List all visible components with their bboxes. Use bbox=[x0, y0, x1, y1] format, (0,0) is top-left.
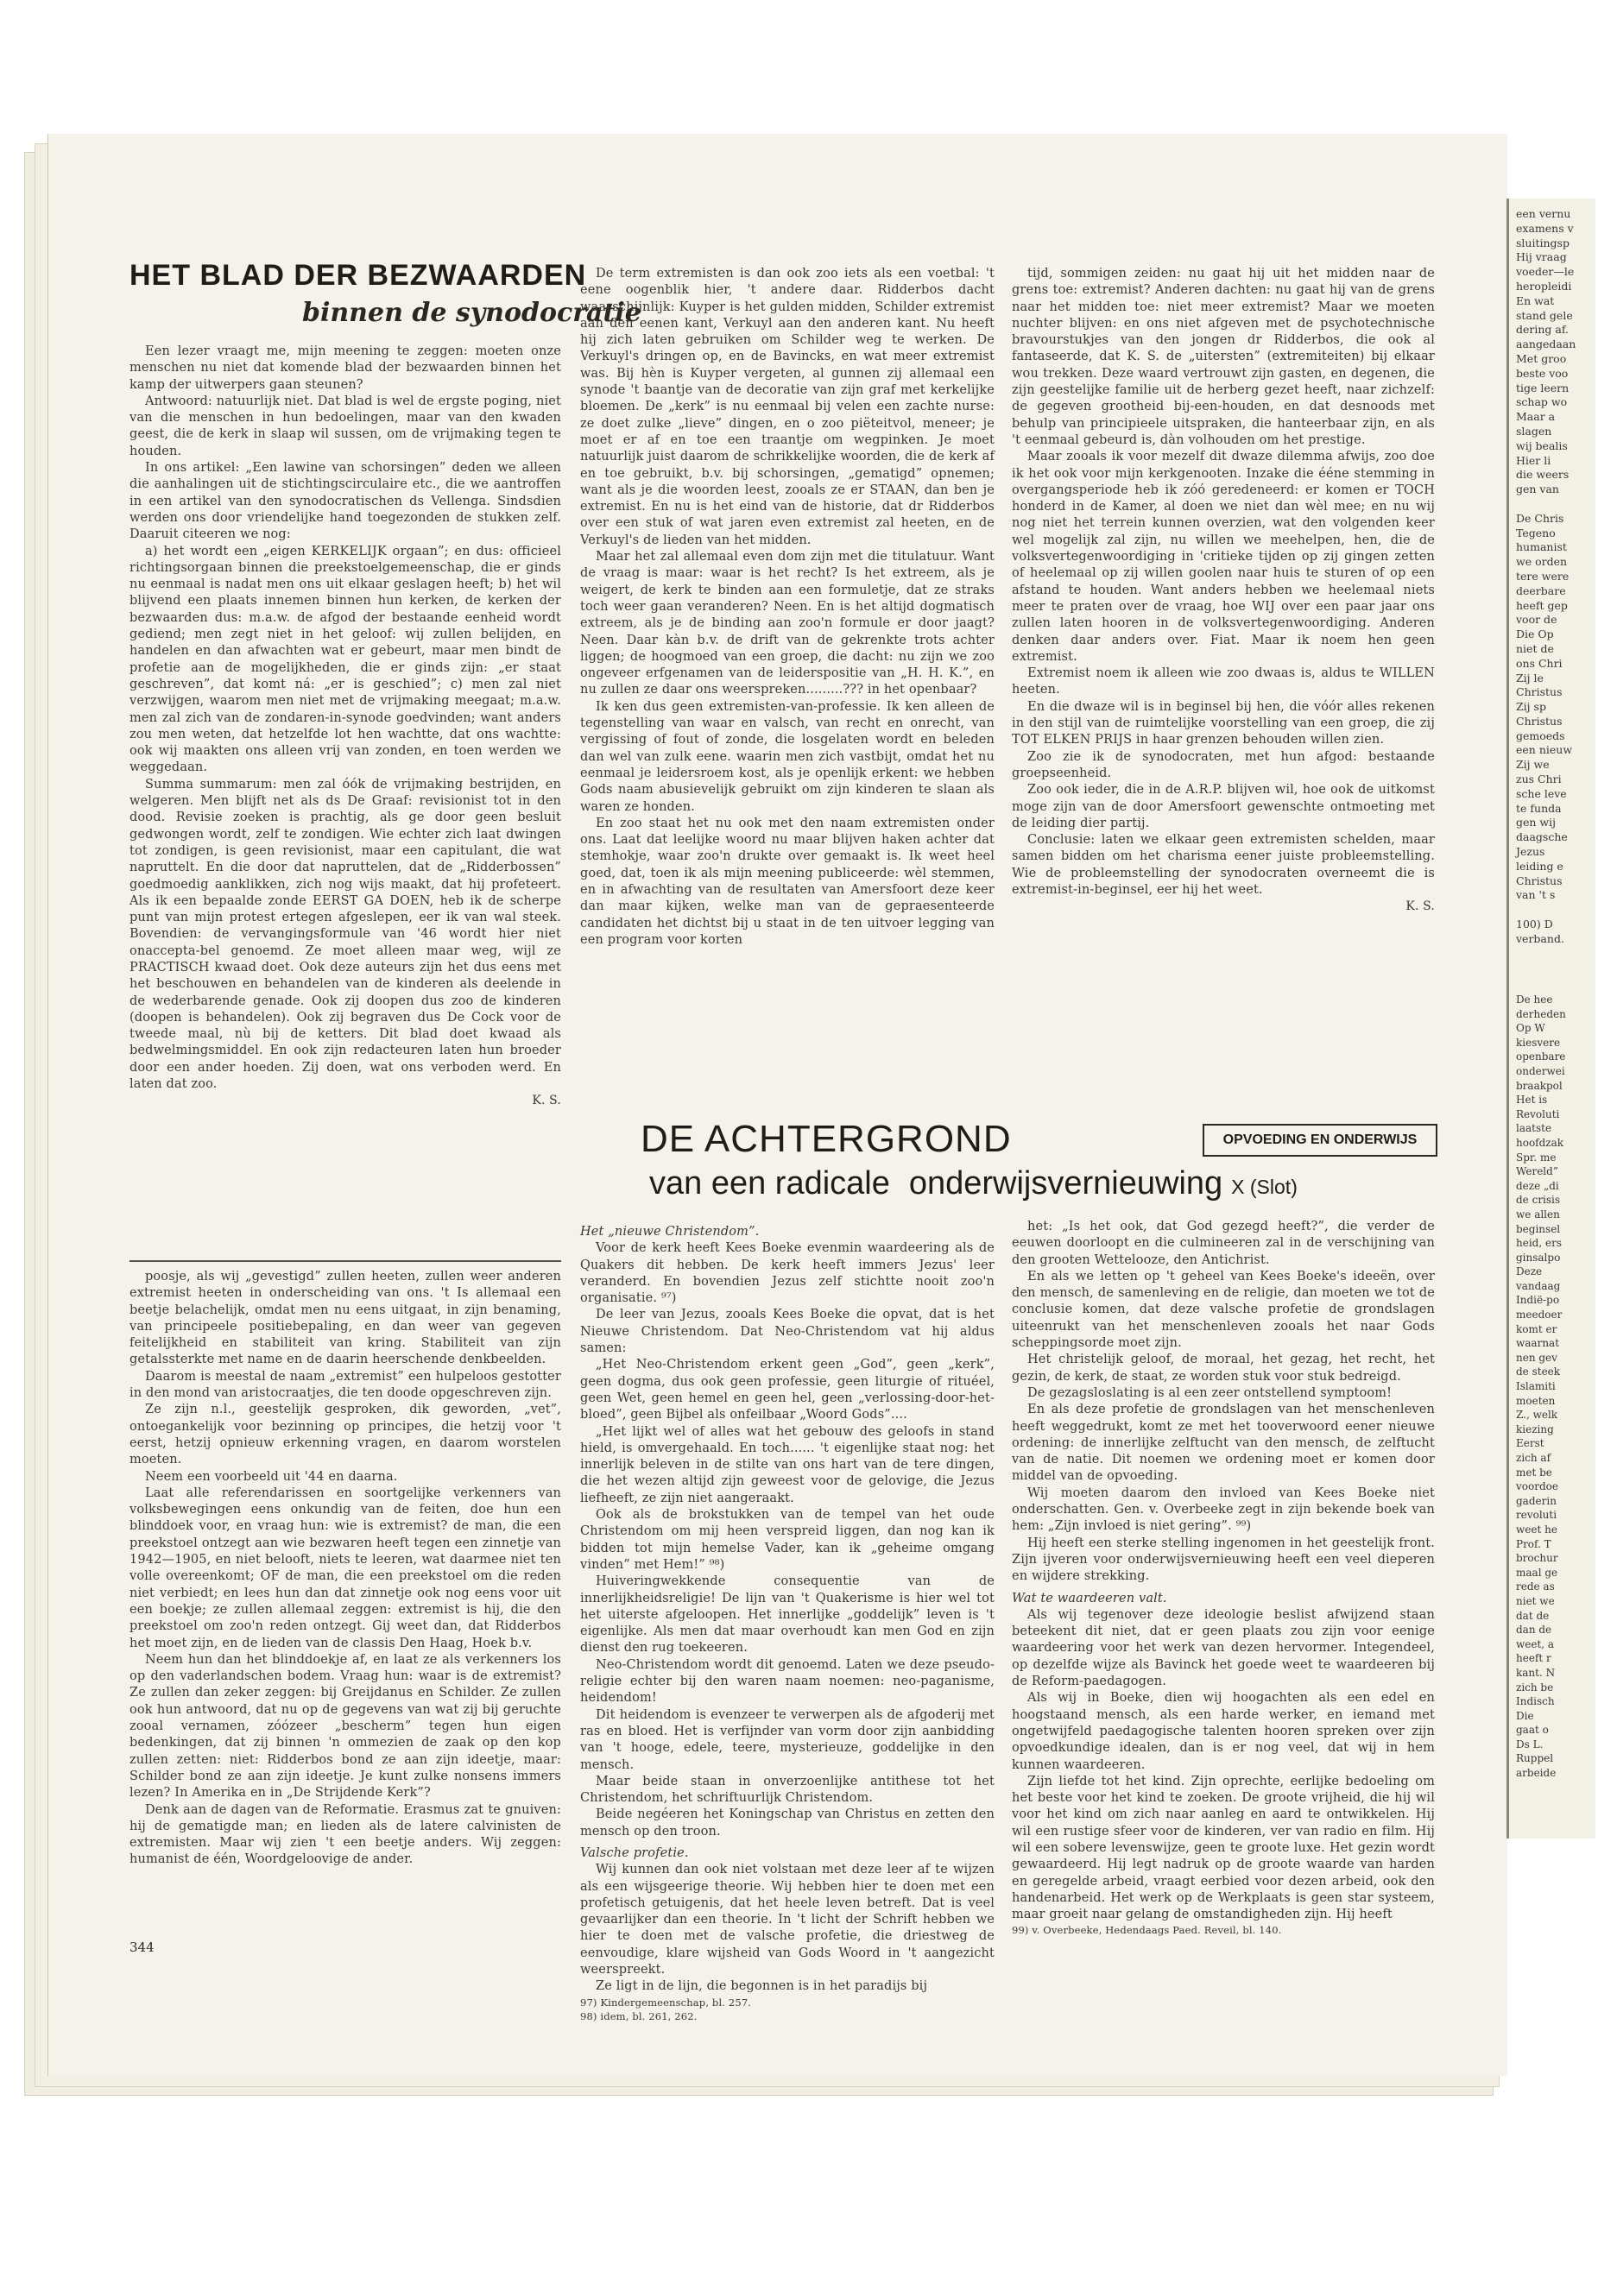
adjacent-page-line: daagsche bbox=[1516, 830, 1568, 844]
paragraph: Ze ligt in de lijn, die begonnen is in het paradijs bij bbox=[596, 1979, 928, 1994]
footnote: 99) v. Overbeeke, Hedendaags Paed. Reveil, bl. 140. bbox=[1012, 1924, 1282, 1937]
paragraph: Ook als de brokstukken van de tempel van het oude Christendom om mij heen verspreid liggen, dan nog kan ik bidden tot mijn hemelse Vader, kan ik „geheime omgang vinden” met Hem!” ⁹⁸) bbox=[580, 1508, 995, 1572]
adjacent-page-line: Jezus bbox=[1516, 845, 1545, 859]
adjacent-page-line: openbare bbox=[1516, 1050, 1566, 1063]
paragraph: Ze zijn n.l., geestelijk gesproken, dik geworden, „vet”, ontoegankelijk voor bezinning op principes, die hetzij voor 't eerst, hetzij opnieuw erkenning vragen, en daarom worstelen moeten. bbox=[129, 1403, 561, 1467]
column-3-top bbox=[1012, 266, 1435, 1047]
paragraph: Zijn liefde tot het kind. Zijn oprechte, eerlijke bedoeling om het beste voor het kind te zoeken. De groote vrijheid, die hij wil voor het kind om zich naar aanleg en aard te ontwikkelen. Hij wil een rustige sfeer voor de kinderen, ver van radio en film. Hij wil een sobere levenswijze, geen te groote luxe. Het gezin wordt gewaardeerd. Hij legt nadruk op de groote waarde van harden en geregelde arbeid, vraagt eerbied voor dezen arbeid, ook den handenarbeid. Het werk op de Werkplaats is geen star systeem, maar groeit naar gelang de omstandigheden zijn. Hij heeft bbox=[1012, 1774, 1435, 1922]
achtergrond-subtitle-b: onderwijsvernieuwing bbox=[908, 1165, 1223, 1202]
adjacent-page-line: een vernu bbox=[1516, 207, 1571, 220]
achtergrond-part-label: X (Slot) bbox=[1231, 1176, 1298, 1198]
paragraph: Laat alle referendarissen en soortgelijke verkenners van volksbewegingen eens onkundig van de feiten, doe hun een blinddoek voor, en vraag hun: wie is extremist? de man, die een preekstoel ontzegt aan wie bezwaren heeft tegen een zinnetje van 1942—1905, en niet belooft, niets te leeren, wat daarmee niet ten volle overeenkomt; OF de man, die een preekstoel om die reden niet verbiedt; en lees hun dan dat zinnetje ook nog eens voor uit een boekje; ze zullen allemaal zeggen: extremist is hij, die den preekstoel om zoo'n reden ontzegt. Gij weet dan, dat Ridderbos het moet zijn, en de lieden van de classis Den Haag, Hoek b.v. bbox=[129, 1485, 561, 1650]
adjacent-page-line: Indië-po bbox=[1516, 1294, 1560, 1307]
paragraph: En als deze profetie de grondslagen van het menschenleven heeft weggedrukt, komt ze met het tooverwoord eener nieuwe ordening: de innerlijke zelftucht van den mensch, de zelftucht van de natie. Dit noemen we ordening moet er komen door middel van de opvoeding. bbox=[1012, 1403, 1435, 1484]
adjacent-page-line: niet we bbox=[1516, 1594, 1555, 1607]
adjacent-page-line: humanist bbox=[1516, 540, 1567, 554]
adjacent-page-line: stand gele bbox=[1516, 308, 1573, 322]
paragraph: Zoo zie ik de synodocraten, met hun afgod: bestaande groepseenheid. bbox=[1012, 749, 1435, 780]
adjacent-page-line: schap wo bbox=[1516, 395, 1568, 409]
adjacent-page-line: waarnat bbox=[1516, 1337, 1560, 1350]
adjacent-page-line: Tegeno bbox=[1516, 526, 1556, 539]
adjacent-page-edge bbox=[1506, 199, 1595, 1839]
adjacent-page-line: De hee bbox=[1516, 993, 1553, 1006]
paragraph: poosje, als wij „gevestigd” zullen heeten, zullen weer anderen extremist heeten in onderscheiding van ons. 't Is allemaal een beetje belachelijk, omdat men nu eens uitgaat, in zijn benaming, van principeele positiebepaling, en dan weer van gegeven feitelijkheid en stabiliteit van kring. Stabiliteit van zijn getalssterkte met name en de daarin heerschende denkbeelden. bbox=[129, 1270, 561, 1367]
adjacent-page-line: heropleidi bbox=[1516, 279, 1572, 293]
paragraph: Voor de kerk heeft Kees Boeke evenmin waardeering als de Quakers dit hebben. De kerk heeft immers Jezus' leer veranderd. En bovendien Jezus zelf stichtte nooit zoo'n organisatie. ⁹⁷) bbox=[580, 1241, 995, 1306]
adjacent-page-line: die weers bbox=[1516, 468, 1570, 482]
column-1-bottom bbox=[129, 1269, 561, 1932]
adjacent-page-line: zich be bbox=[1516, 1681, 1554, 1694]
adjacent-page-line: heeft gep bbox=[1516, 598, 1568, 612]
adjacent-page-line: weet, a bbox=[1516, 1637, 1555, 1650]
adjacent-page-line: Ruppel bbox=[1516, 1752, 1554, 1765]
adjacent-page-line: we allen bbox=[1516, 1208, 1560, 1221]
adjacent-page-line: weet he bbox=[1516, 1523, 1557, 1536]
adjacent-page-line: examens v bbox=[1516, 221, 1574, 235]
paragraph: „Het Neo-Christendom erkent geen „God”, geen „kerk”, geen dogma, dus ook geen professie, geen liturgie of rituéel, geen Wet, geen hemel en geen hel, geen „verlossing-door-het-bloed”, geen Bijbel als onfeilbaar „Woord Gods”.... bbox=[580, 1358, 995, 1422]
adjacent-page-line: meedoer bbox=[1516, 1309, 1563, 1321]
adjacent-page-line: onderwei bbox=[1516, 1064, 1565, 1077]
adjacent-page-line: Christus bbox=[1516, 685, 1563, 699]
adjacent-page-line: derheden bbox=[1516, 1007, 1566, 1020]
adjacent-page-line: En wat bbox=[1516, 293, 1555, 307]
paragraph: Als wij in Boeke, dien wij hoogachten als een edel en hoogstaand mensch, als een harde werker, en iemand met ongetwijfeld paedagogische talenten hooren spreken over zijn opvoedkundige idealen, dan is er nog veel, dat wij in hem kunnen waardeeren. bbox=[1012, 1691, 1435, 1772]
adjacent-page-line: Zij we bbox=[1516, 758, 1550, 772]
paragraph: „Het lijkt wel of alles wat het gebouw des geloofs in stand hield, is omvergehaald. En toch...... 't eigenlijke staat nog: het innerlijk beleven in de stilte van ons hart van de tere dingen, die het wezen altijd zijn geweest voor de gelovige, die Jezus liefheeft, ze zijn niet aangeraakt. bbox=[580, 1424, 995, 1505]
adjacent-page-line: we orden bbox=[1516, 555, 1568, 569]
article-subtitle: binnen de synodocratie bbox=[302, 298, 641, 328]
adjacent-page-line: braakpol bbox=[1516, 1079, 1563, 1092]
adjacent-page-line: sluitingsp bbox=[1516, 236, 1570, 249]
adjacent-page-line: brochur bbox=[1516, 1552, 1558, 1565]
paragraph: Denk aan de dagen van de Reformatie. Erasmus zat te gnuiven: hij de gematigde man; en lieden als de latere calvinisten de extremisten. Maar wij zien 't een beetje anders. Wij zeggen: humanist de één, Woordgeloovige de ander. bbox=[129, 1802, 561, 1867]
adjacent-page-line: aangedaan bbox=[1516, 337, 1576, 351]
adjacent-page-line: voordoe bbox=[1516, 1480, 1558, 1493]
adjacent-page-line: Spr. me bbox=[1516, 1151, 1557, 1164]
adjacent-page-line: Die bbox=[1516, 1709, 1534, 1722]
adjacent-page-line: wij bealis bbox=[1516, 438, 1568, 452]
adjacent-page-line: revoluti bbox=[1516, 1509, 1557, 1522]
adjacent-page-line: tige leern bbox=[1516, 381, 1570, 394]
paragraph: Extremist noem ik alleen wie zoo dwaas is, aldus te WILLEN heeten. bbox=[1012, 666, 1435, 697]
adjacent-page-line: Maar a bbox=[1516, 410, 1556, 424]
adjacent-page-line: te funda bbox=[1516, 801, 1562, 815]
column-divider-rule bbox=[129, 1260, 561, 1262]
adjacent-page-line: deerbare bbox=[1516, 583, 1566, 597]
adjacent-page-line: gemoeds bbox=[1516, 729, 1565, 742]
paragraph: Wij moeten daarom den invloed van Kees Boeke niet onderschatten. Gen. v. Overbeeke zegt in zijn bekende boek van hem: „Zijn invloed is niet gering”. ⁹⁹) bbox=[1012, 1485, 1435, 1534]
adjacent-page-line: dering af. bbox=[1516, 323, 1570, 337]
paragraph: Summa summarum: men zal óók de vrijmaking bestrijden, en welgeren. Men blijft net als ds De Graaf: revisionist tot in den dood. Revisie zoeken is prachtig, als ge door geen besluit gedwongen wordt, zelf te zondigen. Wie echter zich laat dwingen tot zondigen, is geen revisionist, maar een capitulant, die wat napruttelt. En die door dat napruttelen, dat de „Ridderbossen” goedmoedig aanklikken, zich nog wijs maakt, dat hij profeteert. Als ik een bepaalde zonde EERST GA DOEN, heb ik de scherpe punt van mijn protest ertegen afgeslepen, eer ik van wal steek. Bovendien: de vervangingsformule van '46 wordt hier niet onaccepta-bel genoemd. Ze moet alleen maar weg, wijl ze PRACTISCH kwaad doet. Ook deze auteurs zijn het dus eens met het beschouwen en behandelen van de kinderen als deelende in de wederbarende genade. Ook zij doopen dus zoo de kinderen (doopen is behandelen). Ook zij begraven dus De Cock voor de tweede maal, nù bij de ketters. Dit blad doet kwaad als bedwelmingsmiddel. En ook zijn redacteuren laten hun broeder door een ander hoeden. Zij doen, wat ons verboden werd. En laten dat zoo. bbox=[129, 777, 561, 1092]
adjacent-page-line: komt er bbox=[1516, 1322, 1557, 1335]
adjacent-page-line: zus Chri bbox=[1516, 773, 1562, 786]
adjacent-page-line: gen van bbox=[1516, 483, 1559, 496]
adjacent-page-line: gaat o bbox=[1516, 1724, 1549, 1737]
paragraph: Beide negéeren het Koningschap van Christus en zetten den mensch op den troon. bbox=[580, 1807, 995, 1839]
achtergrond-subtitle-a: van een radicale bbox=[649, 1165, 890, 1202]
adjacent-page-line: Ds L. bbox=[1516, 1738, 1544, 1750]
paragraph: tijd, sommigen zeiden: nu gaat hij uit het midden naar de grens toe: extremist? Anderen dachten: nu gaat hij van de grens naar het midden toe: niet meer extremist? Maar we moeten nuchter blijven: en ons niet afgeven met de psychotechnische bravourstukjes van den jongen dr Ridderbos, die ook al fantaseerde, dat K. S. de „uitersten” (extremiteiten) bij elkaar wou trekken. Deze waard vertrouwt zijn gasten, en degenen, die zijn geestelijke familie uit de herberg gezet heeft, naar zichzelf: de gegeven grootheid bij-een-houden, en dat desnoods met behulp van principieele uitspraken, die hanteerbaar zijn, en als 't eenmaal gebeurd is, dàn volhouden om het prestige. bbox=[1012, 267, 1435, 447]
page-number: 344 bbox=[129, 1940, 155, 1955]
adjacent-page-line: heeft r bbox=[1516, 1652, 1551, 1665]
paragraph: Dit heidendom is evenzeer te verwerpen als de afgoderij met ras en bloed. Het is verfijnder van vorm door zijn aanbidding van 't hooge, edele, teere, mysterieuze, goddelijke in den mensch. bbox=[580, 1707, 995, 1772]
adjacent-page-line: gaderin bbox=[1516, 1494, 1557, 1507]
achtergrond-title: DE ACHTERGROND bbox=[641, 1118, 1012, 1160]
paragraph: En als we letten op 't geheel van Kees Boeke's ideeën, over den mensch, de samenleving en de religie, dan moeten we tot de conclusie komen, dat deze valsche profetie de grondslagen uiteenrukt van het menschenleven zooals het naar Gods scheppingsorde moet zijn. bbox=[1012, 1269, 1435, 1351]
paragraph: De term extremisten is dan ook zoo iets als een voetbal: 't eene oogenblik hier, 't andere daar. Ridderbos dacht waarschijnlijk: Kuyper is het gulden midden, Schilder extremist aan den eenen kant, Verkuyl aan den anderen kant. Nu heeft hij zich laten gebruiken om Schilder weg te werken. De Verkuyl's dringen op, en de Bavincks, en wat meer extremist was. Bij hèn is Kuyper vergeten, al gunnen zij allemaal een synode 't baantje van de decoratie van zijn graf met kerkelijke bloemen. De „kerk” is nu eenmaal bij velen een zachte nurse: ze doet zulke „lieve” dingen, en o zoo piëteitvol, meneer; je moet er af en toe een traantje om wegpinken. Je moet natuurlijk juist daarom de schrikkelijke woorden, die de kerk af en toe gebruikt, b.v. bij schorsingen, „gematigd” opnemen; want als je die woorden leest, zooals ze er STAAN, dan ben je extremist. En nu is het eind van de historie, dat dr Ridderbos over een stuk of wat jaren even extremist zal heeten, en de Verkuyl's de lieden van het midden. bbox=[580, 267, 995, 547]
paragraph: Wij kunnen dan ook niet volstaan met deze leer af te wijzen als een wijsgeerige theorie. Wij hebben hier te doen met een profetisch getuigenis, dat het heele leven betreft. Dat is veel gevaarlijker dan een theorie. In 't licht der Schrift hebben we hier te doen met de valsche profetie, die driestweg de eenvoudige, klare wijsheid van Gods Woord in 't aangezicht weerspreekt. bbox=[580, 1863, 995, 1977]
adjacent-page-line: Die Op bbox=[1516, 628, 1554, 641]
section-heading: Het „nieuwe Christendom”. bbox=[580, 1225, 760, 1239]
paragraph: Neem hun dan het blinddoekje af, en laat ze als verkenners los op den vaderlandschen bodem. Vraag hun: waar is de extremist? Ze zullen dan zeker zeggen: bij Greijdanus en Schilder. Ze zullen ook hun antwoord, dat nu op de gegevens van wat zij bij geruchte zooal vernamen, zóózeer „bescherm” tegen hun eigen bedenkingen, dat zij binnen 'n ommezien de zaak op den kop zullen zetten: niet: Ridderbos bond ze aan zijn ideetje, maar: Schilder bond ze aan zijn ideetje. Je kunt zulke nonsens immers lezen? In Amerika en in „De Strijdende Kerk”? bbox=[129, 1652, 561, 1801]
paragraph: Hij heeft een sterke stelling ingenomen in het geestelijk front. Zijn ijveren voor onderwijsvernieuwing heeft een veel dieperen en wijdere strekking. bbox=[1012, 1536, 1435, 1584]
adjacent-page-line: 100) D bbox=[1516, 918, 1553, 931]
section-label-box: OPVOEDING EN ONDERWIJS bbox=[1203, 1124, 1437, 1157]
adjacent-page-line: Deze bbox=[1516, 1265, 1543, 1278]
achtergrond-subtitle bbox=[649, 1165, 1298, 1202]
adjacent-page-line: maal ge bbox=[1516, 1566, 1558, 1579]
section-heading: Wat te waardeeren valt. bbox=[1012, 1591, 1167, 1605]
paragraph: Maar beide staan in onverzoenlijke antithese tot het Christendom, het schriftuurlijk Christendom. bbox=[580, 1774, 995, 1806]
paragraph: Als wij tegenover deze ideologie beslist afwijzend staan beteekent dit niet, dat er geen plaats zou zijn voor eenige waardeering voor het werk van dezen hervormer. Integendeel, op dezelfde wijze als Bavinck het goede weet te waardeeren bij de Reform-paedagogen. bbox=[1012, 1607, 1435, 1689]
adjacent-page-line: gen wij bbox=[1516, 816, 1556, 829]
column-1-top bbox=[129, 344, 561, 1254]
adjacent-page-line: rede as bbox=[1516, 1580, 1555, 1593]
adjacent-page-line: Op W bbox=[1516, 1022, 1545, 1035]
adjacent-page-line: heid, ers bbox=[1516, 1237, 1562, 1250]
footnote: 98) idem, bl. 261, 262. bbox=[580, 2009, 698, 2022]
author-signature: K. S. bbox=[1405, 899, 1435, 914]
paragraph: De leer van Jezus, zooals Kees Boeke die opvat, dat is het Nieuwe Christendom. Dat Neo-Christendom vat hij aldus samen: bbox=[580, 1308, 995, 1356]
adjacent-page-line: Met groo bbox=[1516, 351, 1567, 365]
paragraph: Ik ken dus geen extremisten-van-professie. Ik ken alleen de tegenstelling van waar en valsch, van recht en onrecht, van vergissing of fout of zonde, die losgelaten wordt en beleden dan wel van zulk eene. waarin men zich vastbijt, omdat het nu eenmaal je leidersroem kost, als je openlijk erkent: we hebben Gods naam abusievelijk gebruikt om zijn kinderen te slaan als waren ze honden. bbox=[580, 699, 995, 814]
paragraph: In ons artikel: „Een lawine van schorsingen” deden we alleen die aanhalingen uit de stichtingscirculaire etc., die we aantroffen in een artikel van den synodocratischen ds Vellenga. Sindsdien werden ons door vriendelijke hand toegezonden de stukken zelf. Daaruit citeeren we nog: bbox=[129, 461, 561, 542]
paragraph: Daarom is meestal de naam „extremist” een hulpeloos gestotter in den mond van aristocraatjes, die ten doode opgeschreven zijn. bbox=[129, 1369, 561, 1401]
adjacent-page-line: niet de bbox=[1516, 641, 1554, 655]
adjacent-page-line: Hier li bbox=[1516, 453, 1551, 467]
adjacent-page-line: beginsel bbox=[1516, 1222, 1561, 1235]
adjacent-page-column bbox=[1516, 993, 1598, 1781]
adjacent-page-line: dat de bbox=[1516, 1609, 1550, 1622]
paragraph: het: „Is het ook, dat God gezegd heeft?”, die verder de eeuwen doorloopt en die culmineeren zal in de verschijning van den grooten Wetteloozе, den Antichrist. bbox=[1012, 1220, 1435, 1267]
adjacent-page-line: vandaag bbox=[1516, 1279, 1561, 1292]
adjacent-page-line: een nieuw bbox=[1516, 743, 1573, 757]
paragraph: Antwoord: natuurlijk niet. Dat blad is wel de ergste poging, niet van die menschen in hun bedoelingen, maar van den kwaden geest, die de kerk in slaap wil sussen, om de vrijmaking tegen te houden. bbox=[129, 394, 561, 458]
section-heading: Valsche profetie. bbox=[580, 1845, 689, 1860]
adjacent-page-line: Zij le bbox=[1516, 671, 1544, 684]
adjacent-page-line: Het is bbox=[1516, 1094, 1548, 1107]
paragraph: Neo-Christendom wordt dit genoemd. Laten we deze pseudo-religie echter bij den waren naam noemen: neo-paganisme, heidendom! bbox=[580, 1657, 995, 1706]
adjacent-page-line: laatste bbox=[1516, 1122, 1552, 1135]
footnote: 97) Kindergemeenschap, bl. 257. bbox=[580, 1996, 752, 2009]
author-signature: K. S. bbox=[532, 1094, 561, 1108]
column-2-top bbox=[580, 266, 995, 1125]
adjacent-page-line: ons Chri bbox=[1516, 656, 1563, 670]
adjacent-page-line: de steek bbox=[1516, 1366, 1561, 1378]
paragraph: Een lezer vraagt me, mijn meening te zeggen: moeten onze menschen nu niet dat komende blad der bezwaarden binnen het kamp der uitwerpers gaan steunen? bbox=[129, 344, 561, 392]
adjacent-page-column bbox=[1516, 207, 1598, 947]
adjacent-page-line: hoofdzak bbox=[1516, 1136, 1564, 1149]
adjacent-page-line: tere were bbox=[1516, 569, 1570, 583]
adjacent-page-line: moeten bbox=[1516, 1394, 1556, 1407]
adjacent-page-line: Christus bbox=[1516, 714, 1563, 728]
adjacent-page-line: met be bbox=[1516, 1466, 1552, 1479]
article-title: HET BLAD DER BEZWAARDEN bbox=[129, 259, 587, 292]
adjacent-page-line: dan de bbox=[1516, 1624, 1552, 1637]
adjacent-page-line: kiezing bbox=[1516, 1422, 1554, 1435]
paragraph: Neem een voorbeeld uit '44 en daarna. bbox=[145, 1469, 398, 1484]
adjacent-page-line: arbeide bbox=[1516, 1767, 1557, 1780]
paragraph: a) het wordt een „eigen KERKELIJK orgaan”; en dus: officieel richtingsorgaan binnen die preekstoelgemeenschap, die er ginds nu eenmaal is nadat men ons uit elkaar geslagen heeft; b) het wil blijvend een plaats innemen binnen hun kerken, de kerken der bezwaarden dus: m.a.w. de afgod der bestaande eenheid wordt gediend; men zegt niet in het geloof: wij zullen belijden, en handelen en dan afwachten wat er gebeurt, maar men bindt de profetie aan de mogelijkheden, die er ginds zijn: „er staat geschreven”, dat komt ná: „er is geschied”; c) men zal niet verzwijgen, waarom men niet met de vrijmaking meegaat; m.a.w. men zal zich van de zondaren-in-synode goedvinden; want anders zou men weten, dat hetzelfde lot hen wachtte, dat ons wachtte: ook wij maakten ons alleen vrij van zonden, en toen werden we weggedaan. bbox=[129, 544, 561, 775]
adjacent-page-line: Z., welk bbox=[1516, 1409, 1558, 1422]
adjacent-page-line: nen gev bbox=[1516, 1351, 1557, 1364]
adjacent-page-line: kiesvere bbox=[1516, 1036, 1561, 1049]
adjacent-page-line: voor de bbox=[1516, 613, 1557, 627]
adjacent-page-line: de crisis bbox=[1516, 1194, 1561, 1207]
adjacent-page-line: kant. N bbox=[1516, 1666, 1556, 1679]
adjacent-page-line: zich af bbox=[1516, 1452, 1551, 1464]
paragraph: En die dwaze wil is in beginsel bij hen, die vóór alles rekenen in den stijl van de ruimtelijke voorstelling van een groep, die zij TOT ELKEN PRIJS in haar grenzen behouden willen zien. bbox=[1012, 699, 1435, 747]
adjacent-page-line bbox=[1516, 497, 1598, 512]
adjacent-page-line: Prof. T bbox=[1516, 1537, 1551, 1550]
paragraph: Maar zooals ik voor mezelf dit dwaze dilemma afwijs, zoo doe ik het ook voor mijn kerkgenooten. Inzake die ééne stemming in overgangsperiode heb ik zóó geredeneerd: er komen er TOCH honderd in de Kamer, al doen we niet dan wèl mee; en nu wij nog niet het terrein kunnen overzien, wat den volgenden keer wel mogelijk zal zijn, nu willen we meehelpen, hen, die de volksvertegenwoordiging in 'critieke tijden op zij gingen zetten of heelemaal op zij willen goolen naar huis te sturen of op een afstand te houden. Want anders hebben we heelemaal niets meer te praten over de vraag, hoe WIJ over een paar jaar ons zullen laten hooren in de volksvertegenwoordiging. Anderen denken daar anders over. Fiat. Maar ik noem hen geen extremist. bbox=[1012, 450, 1435, 664]
adjacent-page-line: Revoluti bbox=[1516, 1107, 1560, 1120]
adjacent-page-line: Indisch bbox=[1516, 1695, 1555, 1708]
paragraph: En zoo staat het nu ook met den naam extremisten onder ons. Laat dat leelijke woord nu maar blijven haken achter dat stemhokje, waar zoo'n drukte over gemaakt is. Ik weet heel goed, dat, toen ik als mijn meening publiceerde: wèl stemmen, en in afwachting van de resultaten van Amersfoort deze keer dan maar kijken, welke man van de gepraesenteerde candidaten het dichtst bij u staat in de ten uitvoer legging van een program voor korten bbox=[580, 816, 995, 947]
paragraph: Huiveringwekkende consequentie van de innerlijkheidsreligie! De lijn van 't Quakerisme is hier wel tot het uiterste afgeloopen. Het innerlijke „goddelijk” leven is 't eigenlijke. Als men dat maar overhoudt kan men God en zijn dienst den rug toekeeren. bbox=[580, 1574, 995, 1656]
adjacent-page-line: beste voo bbox=[1516, 366, 1569, 380]
adjacent-page-line: Wereld” bbox=[1516, 1165, 1558, 1178]
adjacent-page-line: Christus bbox=[1516, 874, 1563, 887]
column-3-bottom bbox=[1012, 1219, 1435, 1937]
adjacent-page-line: ginsalpo bbox=[1516, 1251, 1561, 1264]
adjacent-page-line: deze „di bbox=[1516, 1179, 1559, 1192]
adjacent-page-line: Zij sp bbox=[1516, 700, 1546, 714]
adjacent-page-line: Islamiti bbox=[1516, 1380, 1556, 1393]
paragraph: Conclusie: laten we elkaar geen extremisten schelden, maar samen bidden om het charisma eener juiste probleemstelling. Wie de probleemstelling der synodocraten overneemt die is extremist-in-beginsel, eer hij het weet. bbox=[1012, 833, 1435, 897]
adjacent-page-line: sche leve bbox=[1516, 786, 1567, 800]
adjacent-page-line bbox=[1516, 903, 1598, 918]
paragraph: De gezagsloslating is al een zeer ontstellend symptoom! bbox=[1027, 1385, 1393, 1400]
adjacent-page-line: verband. bbox=[1516, 931, 1564, 945]
paragraph: Het christelijk geloof, de moraal, het gezag, het recht, het gezin, de kerk, de staat, ze worden stuk voor stuk bedreigd. bbox=[1012, 1353, 1435, 1384]
adjacent-page-line: voeder—le bbox=[1516, 265, 1575, 279]
adjacent-page-line: leiding e bbox=[1516, 859, 1563, 873]
adjacent-page-line: slagen bbox=[1516, 424, 1552, 438]
adjacent-page-line: Eerst bbox=[1516, 1437, 1544, 1450]
adjacent-page-line: De Chris bbox=[1516, 511, 1564, 525]
column-2-bottom bbox=[580, 1219, 995, 2022]
adjacent-page-line: van 't s bbox=[1516, 888, 1556, 902]
paragraph: Zoo ook ieder, die in de A.R.P. blijven wil, hoe ook de uitkomst moge zijn van de door Amersfoort gewenschte ontmoeting met de leiding dier partij. bbox=[1012, 783, 1435, 830]
adjacent-page-line: Hij vraag bbox=[1516, 250, 1567, 264]
paragraph: Maar het zal allemaal even dom zijn met die titulatuur. Want de vraag is maar: waar is het recht? Is het extreem, als je weigert, de kerk te binden aan een formuletje, dat ze straks toch weer gaan veranderen? Neen. En is het altijd dogmatisch extreem, als je de binding aan zoo'n formule er door jaagt? Neen. Daar kàn b.v. de drift van de gekrenkte trots achter liggen; de hoogmoed van een groep, die dacht: nu zijn we zoo ongeveer erfgenamen van de leiderspositie van „H. H. K.”, en nu zullen ze daar ons weerspreken.........??? in het openbaar? bbox=[580, 550, 995, 697]
